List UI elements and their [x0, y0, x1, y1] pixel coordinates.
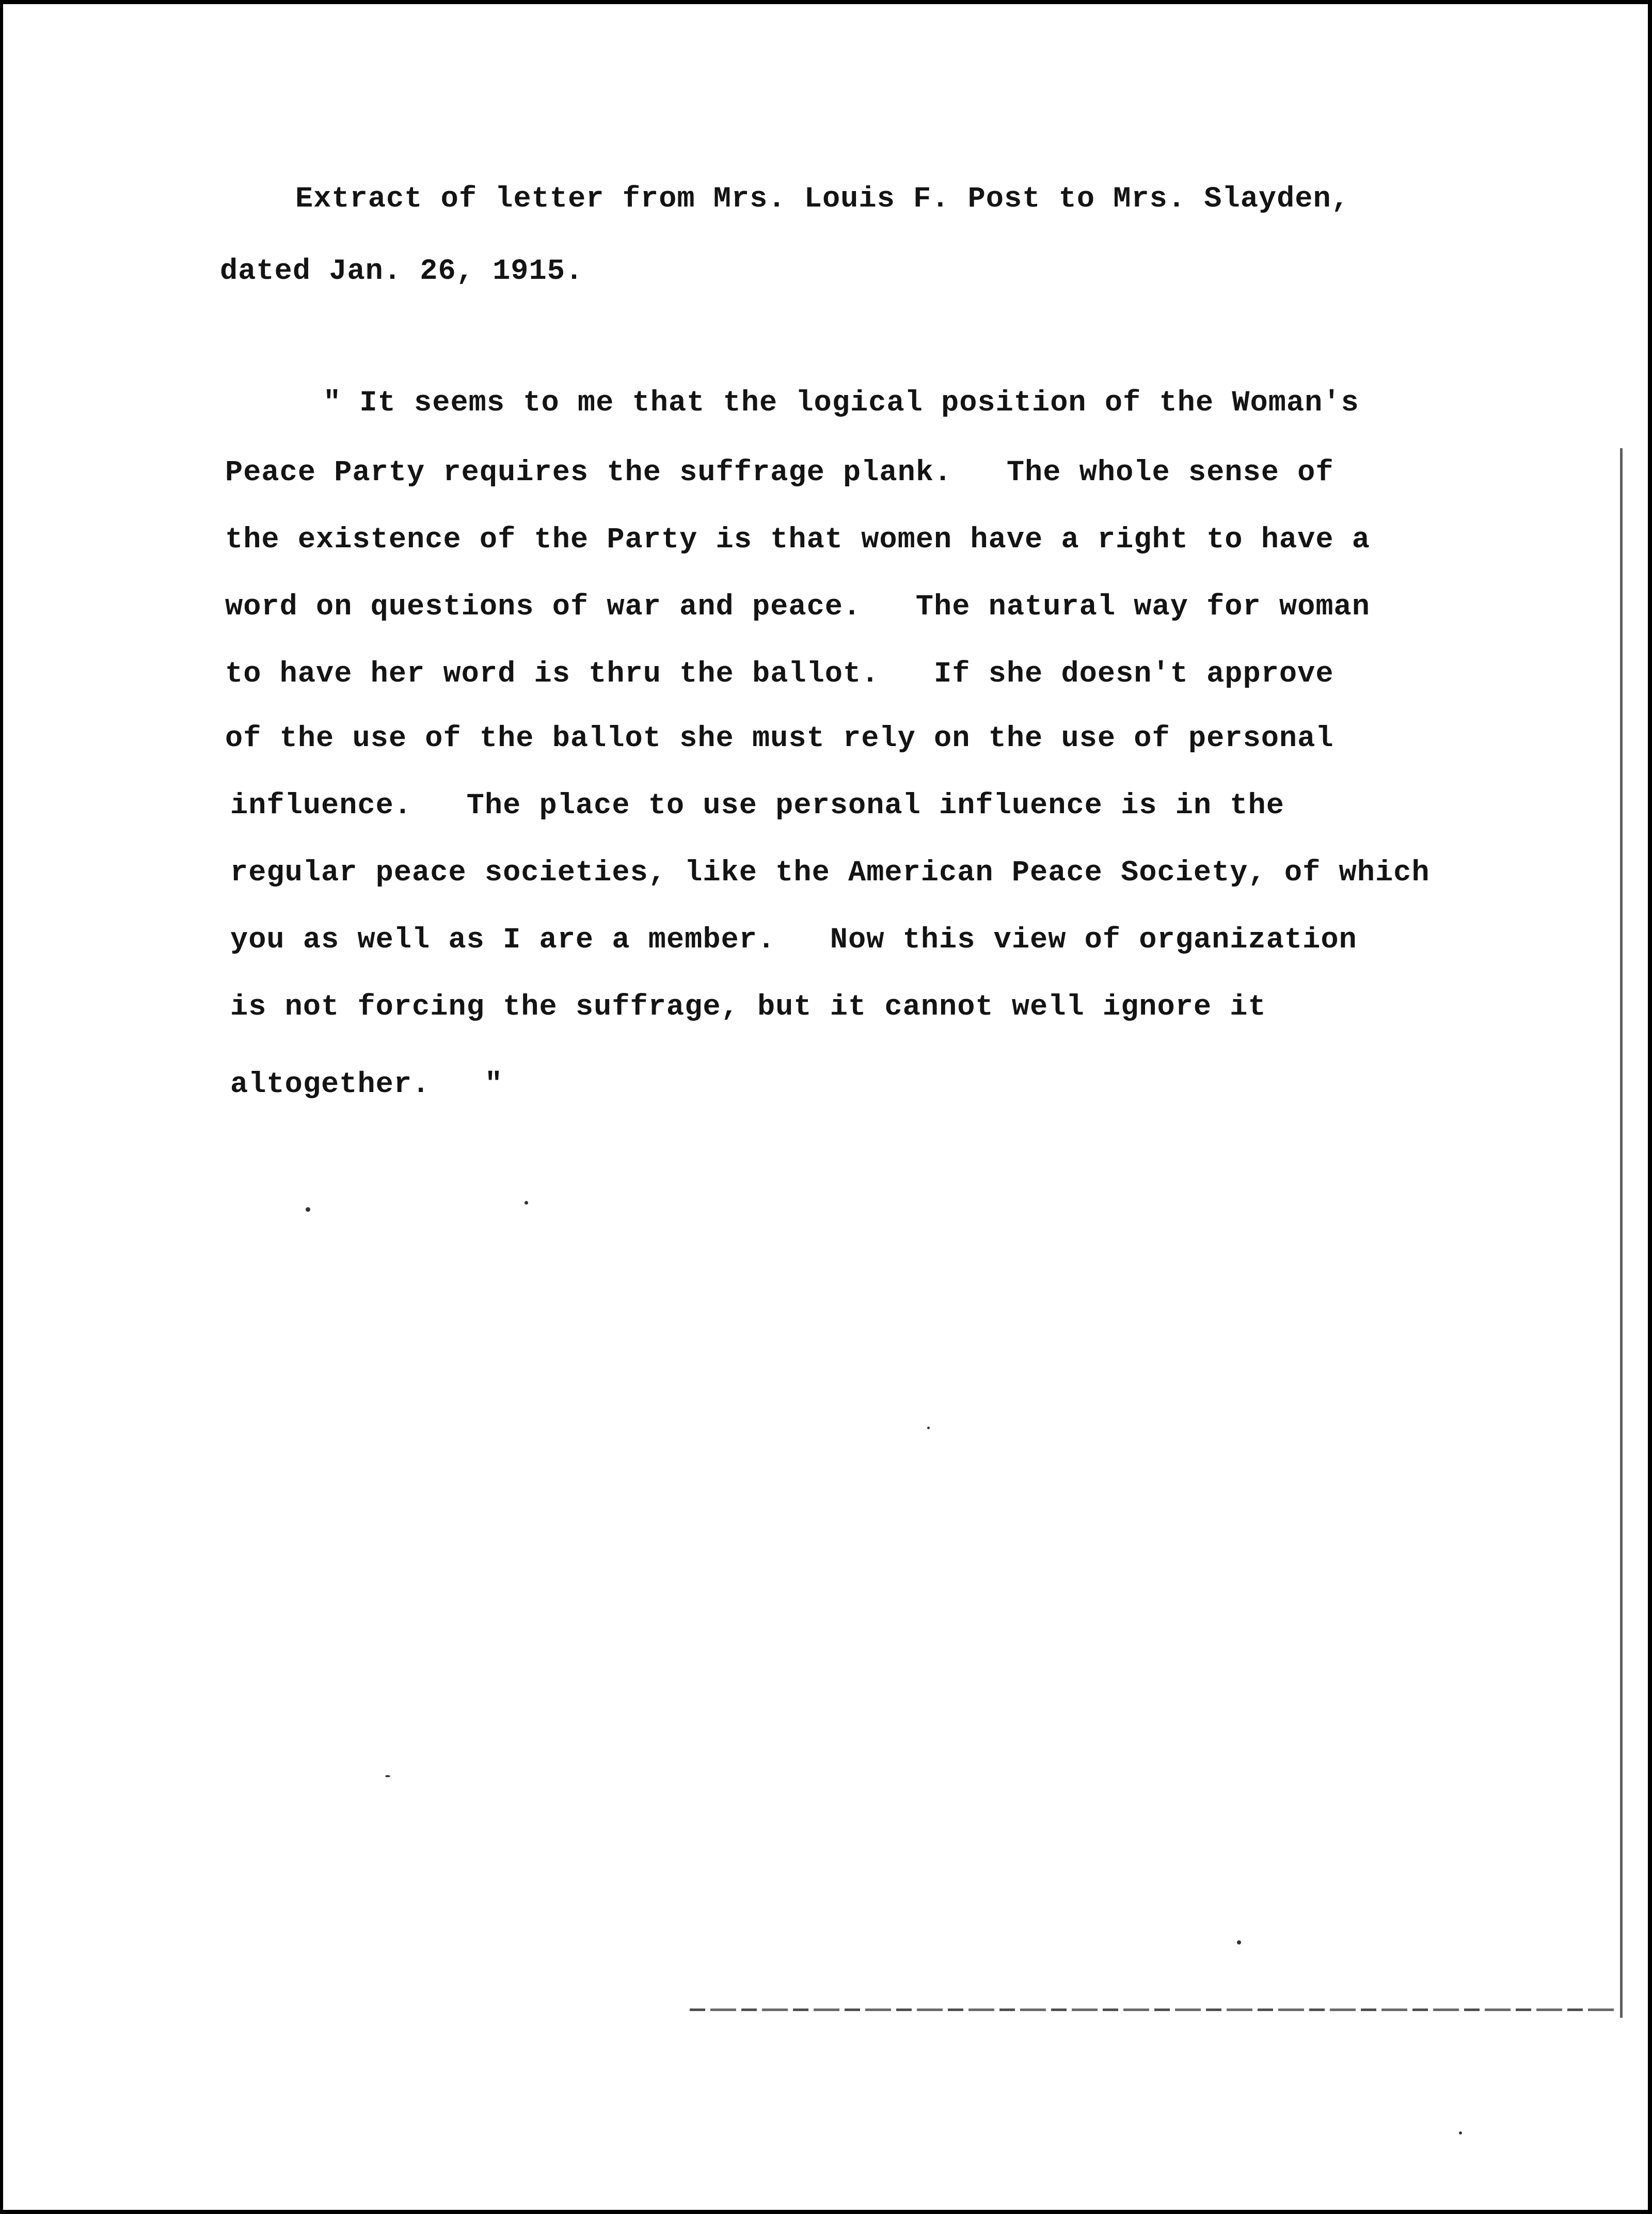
bottom-edge-rule [690, 2009, 1619, 2011]
body-line-6: of the use of the ballot she must rely on the use of personal [225, 722, 1334, 755]
ink-speck [306, 1207, 310, 1212]
ink-speck [927, 1427, 930, 1429]
ink-speck [1237, 1940, 1241, 1944]
ink-speck [525, 1201, 528, 1205]
body-line-4: word on questions of war and peace. The natural way for woman [225, 591, 1370, 624]
body-line-2: Peace Party requires the suffrage plank. The whole sense of [225, 456, 1334, 489]
body-line-11: altogether. " [230, 1068, 503, 1101]
body-line-3: the existence of the Party is that women have a right to have a [225, 524, 1370, 557]
document-page [3, 4, 1648, 2210]
heading-line-1: Extract of letter from Mrs. Louis F. Post to Mrs. Slayden, [295, 183, 1349, 216]
body-line-1: " It seems to me that the logical position of the Woman's [323, 387, 1359, 420]
body-line-9: you as well as I are a member. Now this view of organization [230, 924, 1357, 957]
body-line-5: to have her word is thru the ballot. If she doesn't approve [225, 658, 1334, 691]
heading-line-2: dated Jan. 26, 1915. [220, 255, 584, 288]
ink-speck [1459, 2131, 1462, 2134]
body-line-8: regular peace societies, like the American Peace Society, of which [230, 857, 1430, 890]
right-edge-rule [1620, 448, 1623, 2018]
ink-speck [385, 1775, 390, 1777]
body-line-7: influence. The place to use personal influence is in the [230, 789, 1284, 823]
body-line-10: is not forcing the suffrage, but it cannot well ignore it [230, 991, 1266, 1024]
